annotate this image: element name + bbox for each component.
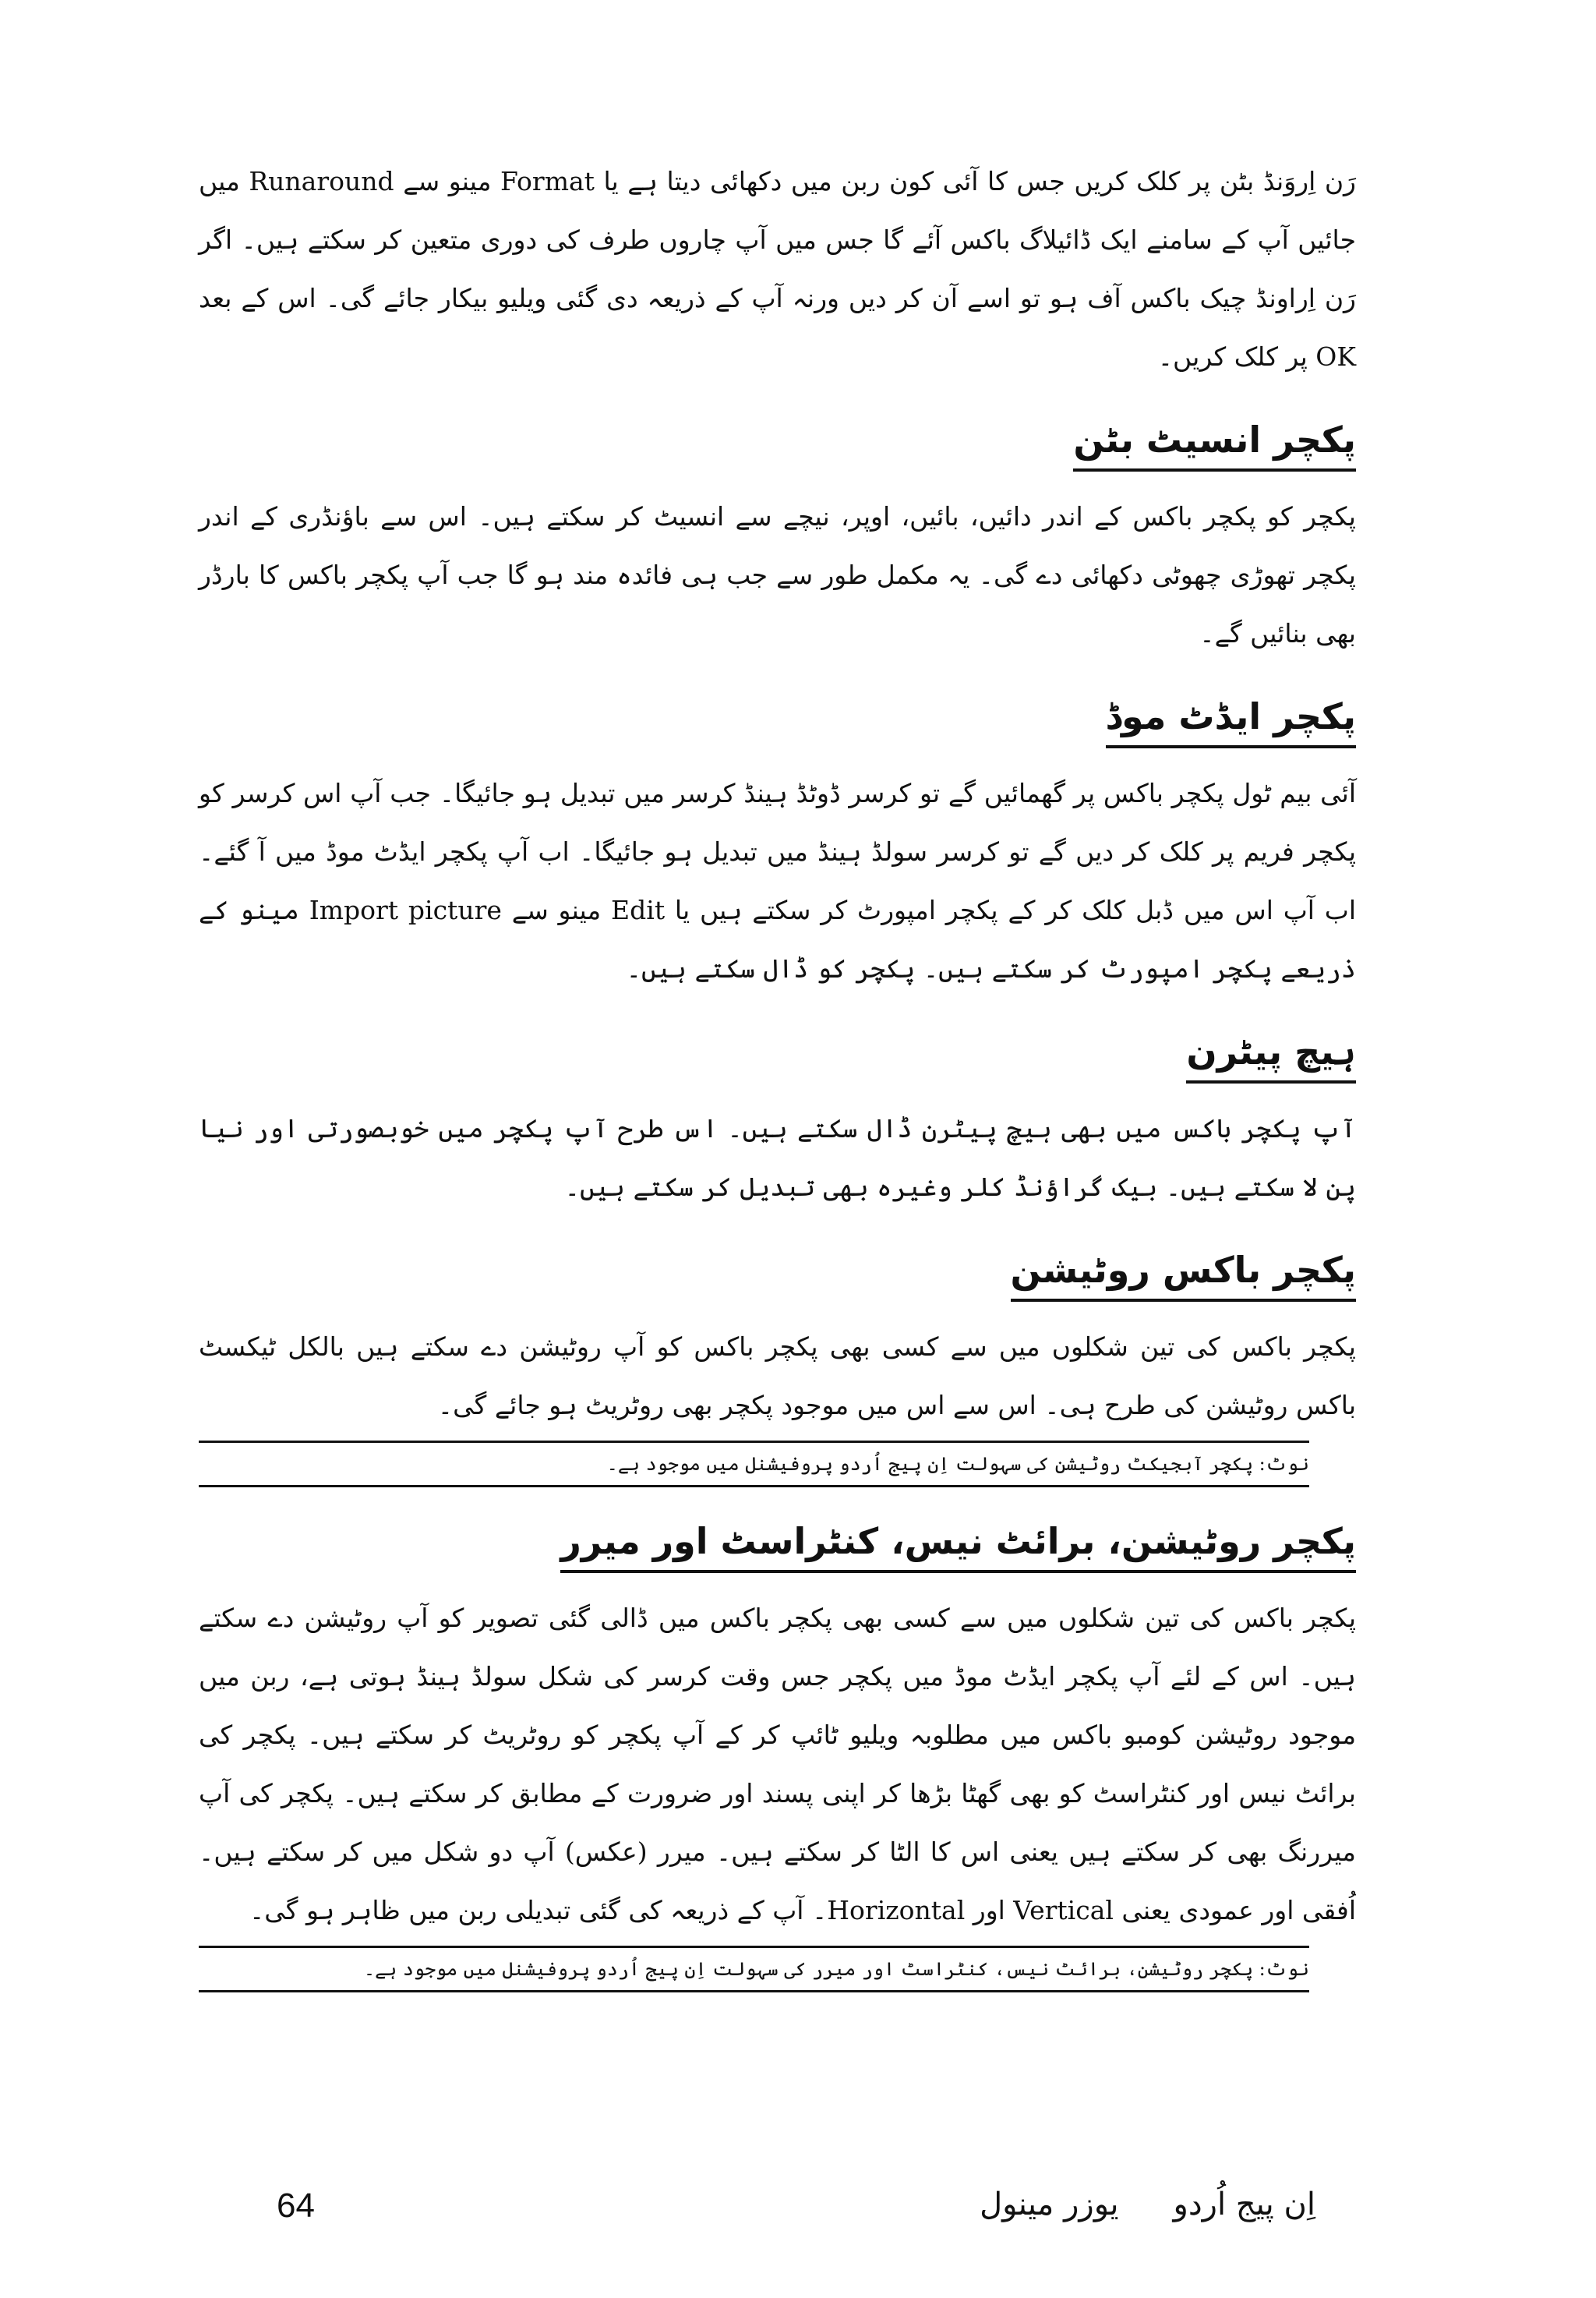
page-content <box>199 152 1356 1992</box>
note-box-rotation <box>199 1441 1309 1487</box>
section-paragraph-picture-inset: پکچر کو پکچر باکس کے اندر دائیں، بائیں، اوپر، نیچے سے انسیٹ کر سکتے ہیں۔ اس سے باؤنڈری کے اندر پکچر تھوڑی چھوٹی دکھائی دے گی۔ یہ مکمل طور سے جب ہی فائدہ مند ہو گا جب آپ پکچر باکس کا بارڈر بھی بنائیں گے۔ <box>199 501 1356 649</box>
section-paragraph-picture-edit-mode: آئی بیم ٹول پکچر باکس پر گھمائیں گے تو کرسر ڈوٹڈ ہینڈ کرسر میں تبدیل ہو جائیگا۔ جب آپ اس کرسر کو پکچر فریم پر کلک کر دیں گے تو کرسر سولڈ ہینڈ میں تبدیل ہو جائیگا۔ اب آپ پکچر ایڈٹ موڈ میں آ گئے۔ اب آپ اس میں ڈبل کلک کر کے پکچر امپورٹ کر سکتے ہیں یا Edit مینو سے Import picture مینو کے ذریعے پکچر امپورٹ کر سکتے ہیں۔ پکچر کو ڈال سکتے ہیں۔ <box>199 778 1357 984</box>
footer-title <box>925 2187 1315 2222</box>
section-paragraph-rotation-brightness: پکچر باکس کی تین شکلوں میں سے کسی بھی پکچر باکس میں ڈالی گئی تصویر کو آپ روٹیشن دے سکتے ہیں۔ اس کے لئے آپ پکچر ایڈٹ موڈ میں پکچر جس وقت کرسر کی شکل سولڈ ہینڈ ہوتی ہے، ربن میں موجود روٹیشن کومبو باکس میں مطلوبہ ویلیو ٹائپ کر کے آپ پکچر کو روٹریٹ کر سکتے ہیں۔ پکچر کی برائٹ نیس اور کنٹراسٹ کو بھی گھٹا بڑھا کر اپنی پسند اور ضرورت کے مطابق کر سکتے ہیں۔ پکچر کی آپ میررنگ بھی کر سکتے ہیں یعنی اس کا الٹا کر سکتے ہیں۔ میرر (عکس) آپ دو شکل میں کر سکتے ہیں۔ اُفقی اور عمودی یعنی Vertical اور Horizontal۔ آپ کے ذریعہ کی گئی تبدیلی ربن میں ظاہر ہو گی۔ <box>199 1603 1356 1925</box>
section-heading-picture-box-rotation: پکچر باکس روٹیشن <box>199 1243 1356 1302</box>
section-heading-picture-inset: پکچر انسیٹ بٹن <box>199 412 1356 472</box>
section-paragraph-picture-box-rotation: پکچر باکس کی تین شکلوں میں سے کسی بھی پکچر باکس کو آپ روٹیشن دے سکتے ہیں بالکل ٹیکسٹ باکس روٹیشن کی طرح ہی۔ اس سے اس میں موجود پکچر بھی روٹریٹ ہو جائے گی۔ <box>199 1331 1356 1420</box>
note-box-brightness <box>199 1946 1309 1992</box>
intro-paragraph: رَن اِروَنڈ بٹن پر کلک کریں جس کا آئی کون ربن میں دکھائی دیتا ہے یا Format مینو سے Runaround میں جائیں آپ کے سامنے ایک ڈائیلاگ باکس آئے گا جس میں آپ چاروں طرف کی دوری متعین کر سکتے ہیں۔ اگر رَن اِراونڈ چیک باکس آف ہو تو اسے آن کر دیں ورنہ آپ کے ذریعہ دی گئی ویلیو بیکار جائے گی۔ اس کے بعد OK پر کلک کریں۔ <box>199 166 1356 372</box>
footer-product-name: اِن پیج اُردو <box>1173 2187 1315 2222</box>
section-heading-picture-edit-mode: پکچر ایڈٹ موڈ <box>199 689 1356 748</box>
section-paragraph-hatch-pattern: آپ پکچر باکس میں بھی ہیچ پیٹرن ڈال سکتے ہیں۔ اس طرح آپ پکچر میں خوبصورتی اور نیا پن لا سکتے ہیں۔ بیک گراؤنڈ کلر وغیرہ بھی تبدیل کر سکتے ہیں۔ <box>199 1113 1356 1202</box>
page-footer <box>0 2187 1596 2241</box>
section-heading-rotation-brightness: پکچر روٹیشن، برائٹ نیس، کنٹراسٹ اور میرر <box>199 1514 1356 1573</box>
note-text-rotation: نوٹ: پکچر آبجیکٹ روٹیشن کی سہولت اِن پیج اُردو پروفیشنل میں موجود ہے۔ <box>606 1453 1309 1475</box>
page-number: 64 <box>277 2187 315 2225</box>
section-heading-hatch-pattern: ہیچ پیٹرن <box>199 1024 1356 1084</box>
note-text-brightness: نوٹ: پکچر روٹیشن، برائٹ نیس، کنٹراسٹ اور میرر کی سہولت اِن پیج اُردو پروفیشنل میں موجود ہے۔ <box>364 1958 1309 1980</box>
footer-document-name: یوزر مینول <box>980 2187 1119 2222</box>
